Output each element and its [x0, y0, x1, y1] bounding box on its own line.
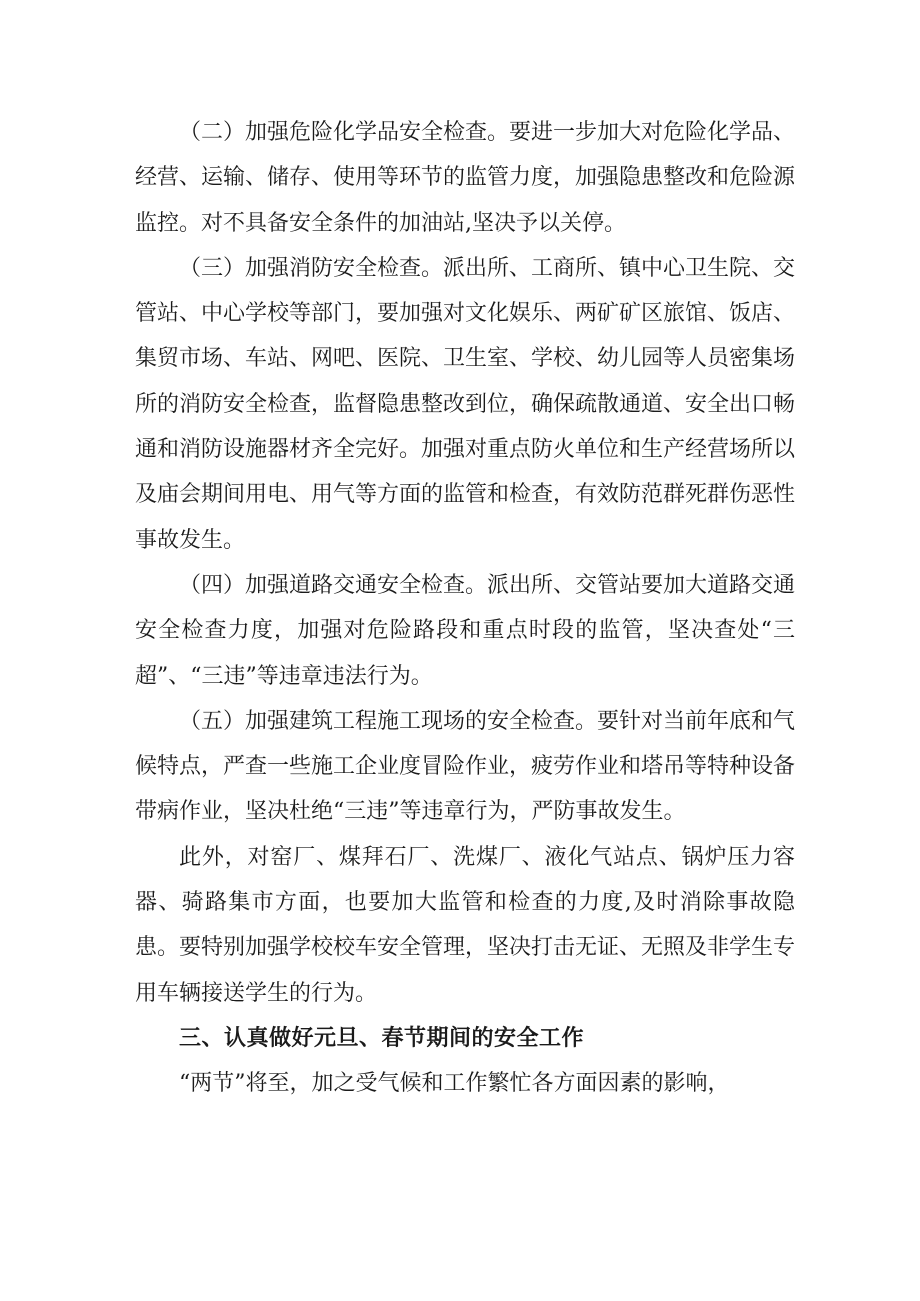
section-heading: 三、认真做好元旦、春节期间的安全工作 [179, 1025, 585, 1051]
paragraph-hazardous-chemicals: （二）加强危险化学品安全检查。要进一步加大对危险化学品、经营、运输、储存、使用等环节的监管力度，加强隐患整改和危险源监控。对不具备安全条件的加油站,坚决予以关停。 [135, 120, 796, 236]
document-body [135, 110, 795, 1107]
paragraph-construction: （五）加强建筑工程施工现场的安全检查。要针对当前年底和气候特点，严查一些施工企业度冒险作业，疲劳作业和塔吊等特种设备带病作业，坚决杜绝“三违”等违章行为，严防事故发生。 [135, 708, 796, 825]
paragraph-holidays: “两节”将至，加之受气候和工作繁忙各方面因素的影响， [179, 1071, 730, 1097]
paragraph-fire-safety: （三）加强消防安全检查。派出所、工商所、镇中心卫生院、交管站、中心学校等部门，要加强对文化娱乐、两矿矿区旅馆、饭店、集贸市场、车站、网吧、医院、卫生室、学校、幼儿园等人员密集场所的消防安全检查，监督隐患整改到位，确保疏散通道、安全出口畅通和消防设施器材齐全完好。加强对重点防火单位和生产经营场所以及庙会期间用电、用气等方面的监管和检查，有效防范群死群伤恶性事故发生。 [135, 255, 796, 553]
paragraph-road-traffic: （四）加强道路交通安全检查。派出所、交管站要加大道路交通安全检查力度，加强对危险路段和重点时段的监管，坚决查处“三超”、“三违”等违章违法行为。 [135, 572, 796, 689]
paragraph-additional: 此外，对窑厂、煤拜石厂、洗煤厂、液化气站点、锅炉压力容器、骑路集市方面，也要加大监管和检查的力度,及时消除事故隐患。要特别加强学校校车安全管理，坚决打击无证、无照及非学生专用车辆接送学生的行为。 [135, 844, 796, 1006]
